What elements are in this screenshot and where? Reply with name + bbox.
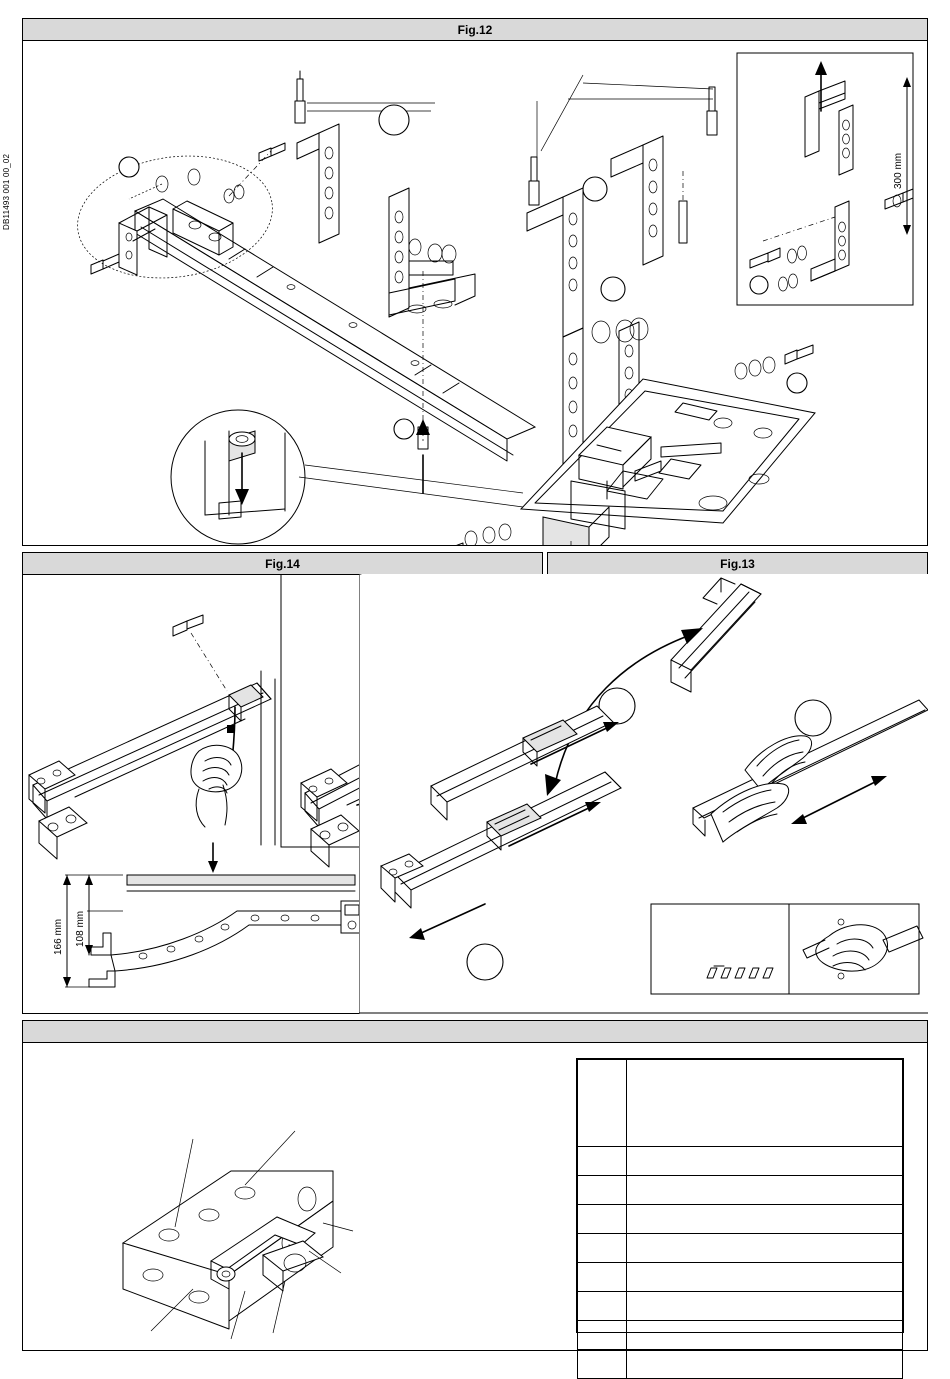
table-row — [578, 1176, 903, 1205]
callout-7 — [787, 373, 807, 393]
table-cell-ref — [578, 1263, 627, 1292]
table-row — [578, 1321, 903, 1350]
table-cell-text — [627, 1205, 903, 1234]
callout-2 — [379, 105, 409, 135]
table-row — [578, 1234, 903, 1263]
table-cell-ref — [578, 1321, 627, 1350]
table-cell-ref — [578, 1350, 627, 1379]
callout-13-3 — [467, 944, 503, 980]
figure-13-caption: Fig.13 — [720, 556, 755, 571]
table-cell-text — [627, 1263, 903, 1292]
table-cell-text — [627, 1234, 903, 1263]
table-row — [578, 1060, 903, 1147]
callout-4 — [583, 177, 607, 201]
table-row — [578, 1292, 903, 1321]
table-row — [578, 1147, 903, 1176]
table-cell-text — [627, 1292, 903, 1321]
table-cell-text — [627, 1147, 903, 1176]
table-cell-ref — [578, 1176, 627, 1205]
figure-12-svg — [23, 41, 927, 545]
figure-15-caption-bar — [23, 1021, 927, 1043]
figure-14-caption-bar — [23, 553, 542, 575]
fig14-dim-inner-label: 108 mm — [75, 910, 86, 947]
table-row — [578, 1263, 903, 1292]
table-cell-ref — [578, 1147, 627, 1176]
table-cell-ref — [578, 1060, 627, 1147]
figure-12-caption: Fig.12 — [457, 22, 493, 37]
figure-12-panel — [22, 18, 928, 546]
table-cell-ref — [578, 1292, 627, 1321]
callout-1 — [119, 157, 139, 177]
callout-13-2 — [795, 700, 831, 736]
table-cell-ref — [578, 1234, 627, 1263]
table-cell-ref — [578, 1205, 627, 1234]
fig12-dimension-label: 300 mm — [893, 152, 904, 189]
table-cell-text — [627, 1321, 903, 1350]
table-cell-text — [627, 1350, 903, 1379]
callout-inset — [750, 276, 768, 294]
table-row — [578, 1350, 903, 1379]
parts-table — [576, 1058, 904, 1333]
table-cell-text — [627, 1060, 903, 1147]
figure-13-drawing-area — [359, 574, 928, 1014]
document-code: DB11493 001 00_02 — [2, 153, 11, 230]
figure-14-caption: Fig.14 — [265, 556, 300, 571]
callout-5 — [601, 277, 625, 301]
figure-12-drawing — [23, 41, 927, 545]
callout-3 — [394, 419, 414, 439]
parts-table-grid — [577, 1059, 903, 1379]
fig14-dim-outer-label: 166 mm — [53, 918, 64, 955]
table-row — [578, 1205, 903, 1234]
figure-12-caption-bar — [23, 19, 927, 41]
table-cell-text — [627, 1176, 903, 1205]
figure-13-caption-bar — [548, 553, 927, 575]
figure-13-svg — [359, 574, 928, 1014]
